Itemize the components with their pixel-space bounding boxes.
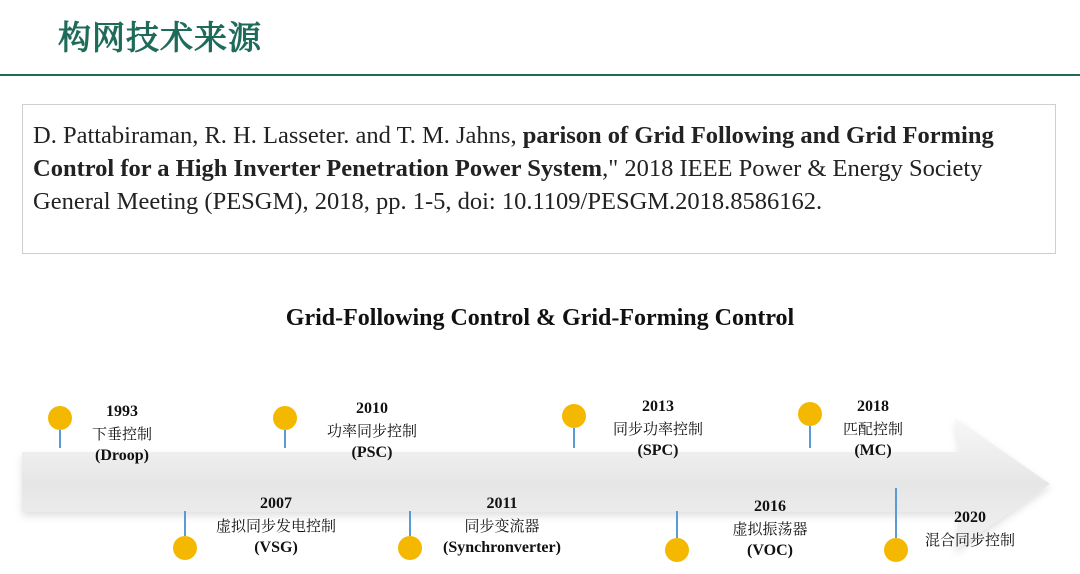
event-name: 下垂控制 (91, 425, 153, 443)
timeline-dot-2007 (173, 536, 197, 560)
event-abbr: (VOC) (747, 542, 793, 559)
event-abbr: (MC) (854, 442, 892, 459)
event-name: 功率同步控制 (326, 422, 418, 440)
timeline-label-2013 (613, 396, 703, 462)
event-abbr: (PSC) (351, 444, 393, 461)
timeline-label-1993 (92, 401, 152, 467)
timeline-dot-2020 (884, 538, 908, 562)
event-year: 2018 (856, 398, 889, 415)
timeline-dot-2018 (798, 402, 822, 426)
event-year: 2013 (641, 398, 674, 415)
timeline-label-2018 (843, 396, 903, 462)
citation-paper-title: parison of Grid Following and Grid Forming Control for a High Inverter Penetration Power System (33, 122, 994, 182)
timeline-label-2007 (216, 493, 336, 559)
event-abbr: (VSG) (254, 539, 298, 556)
event-name: 同步功率控制 (612, 420, 704, 438)
timeline-dot-1993 (48, 406, 72, 430)
event-year: 2016 (753, 498, 786, 515)
event-name: 匹配控制 (842, 420, 904, 438)
citation-source: ," 2018 IEEE Power & Energy Society General Meeting (PESGM), 2018, pp. 1-5, doi: 10.1109/PESGM.2018.8586162. (33, 155, 983, 215)
event-abbr: (Synchronverter) (443, 539, 561, 556)
timeline-dot-2016 (665, 538, 689, 562)
timeline-dot-2011 (398, 536, 422, 560)
timeline-dot-2013 (562, 404, 586, 428)
timeline-label-2011 (443, 493, 561, 559)
timeline-label-2016 (732, 496, 807, 562)
citation-authors: D. Pattabiraman, R. H. Lasseter. and T. M. Jahns, (33, 122, 523, 149)
timeline-label-2020 (925, 507, 1015, 551)
event-year: 2007 (259, 495, 292, 512)
event-year: 2010 (355, 400, 388, 417)
event-name: 虚拟同步发电控制 (215, 517, 337, 535)
event-abbr: (Droop) (95, 447, 149, 464)
timeline-dot-2010 (273, 406, 297, 430)
event-name: 同步变流器 (464, 517, 540, 535)
event-year: 2011 (486, 495, 518, 512)
timeline-label-2010 (327, 398, 417, 464)
event-year: 2020 (953, 509, 986, 526)
event-name: 混合同步控制 (924, 531, 1016, 549)
page-title: 构网技术来源 (58, 18, 262, 57)
diagram-title: Grid-Following Control & Grid-Forming Control (285, 305, 795, 331)
event-abbr: (SPC) (637, 442, 679, 459)
event-name: 虚拟振荡器 (732, 520, 808, 538)
event-year: 1993 (105, 403, 138, 420)
